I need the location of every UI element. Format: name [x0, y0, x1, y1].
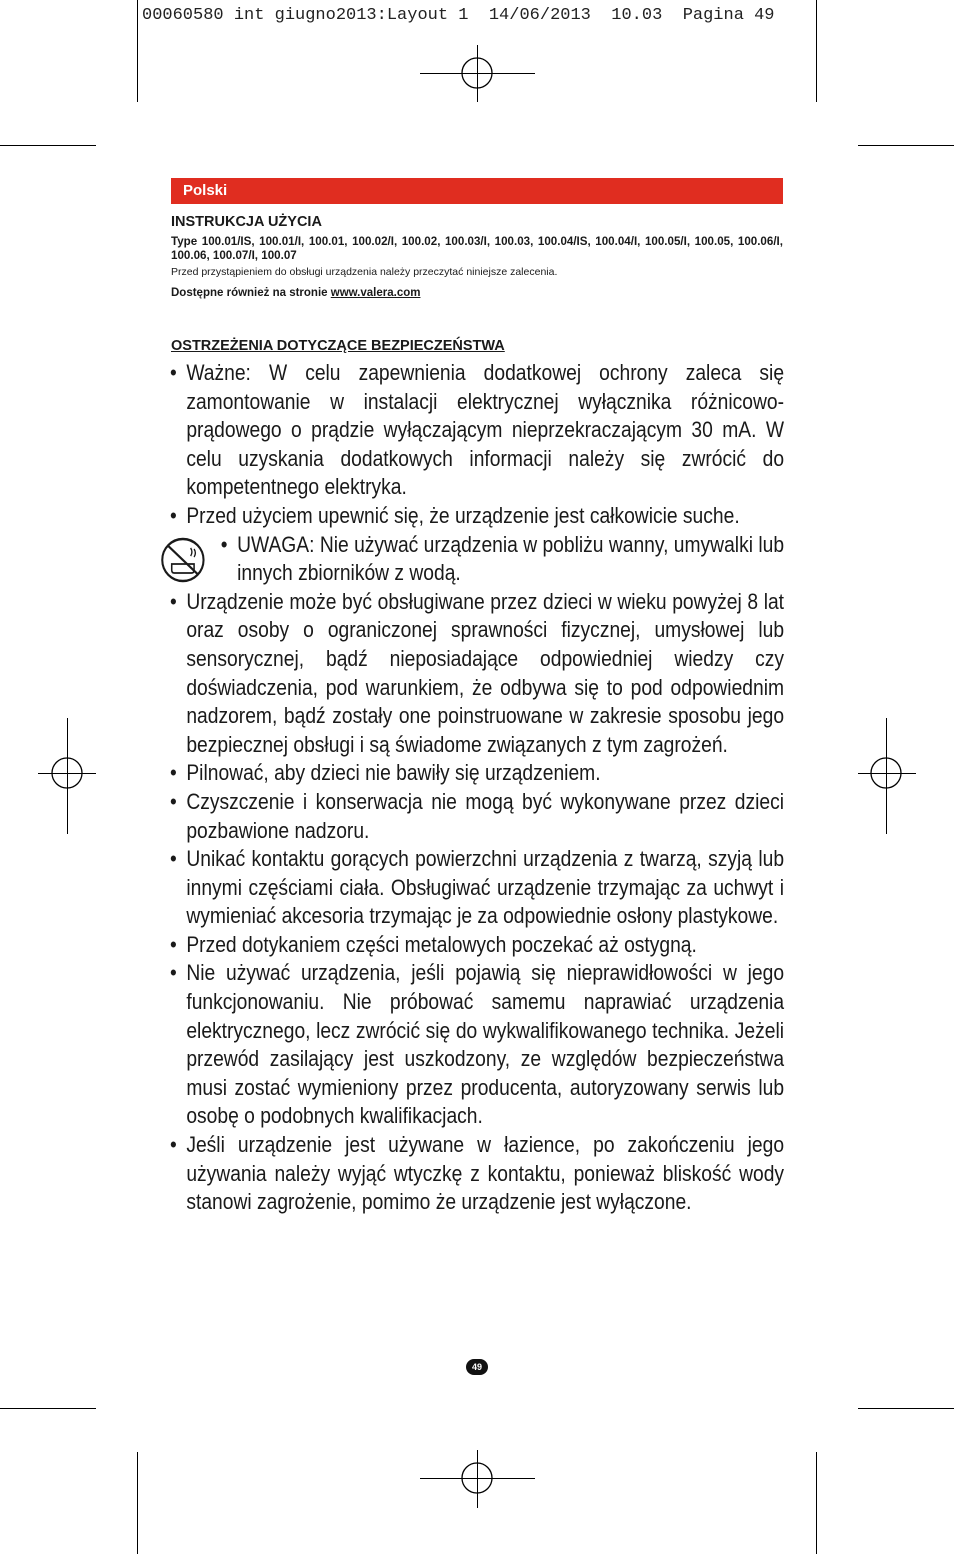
list-item: • Pilnować, aby dzieci nie bawiły się urządzeniem. — [170, 759, 784, 788]
list-item: • Nie używać urządzenia, jeśli pojawią się nieprawidłowości w jego funkcjonowaniu. Nie próbować samemu naprawiać urządzenia elektrycznego, lecz zwrócić się do wykwalifikowanego technika. Jeżeli przewód zasilający jest uszkodzony, ze względów bezpieczeństwa musi zostać wymieniony przez producenta, autoryzowany serwis lub osobę o podobnych kwalifikacjach. — [170, 959, 784, 1131]
safety-list — [170, 359, 784, 1217]
crop-mark — [816, 1452, 817, 1554]
list-item-warning — [170, 531, 784, 588]
crop-mark — [0, 145, 96, 146]
crop-mark — [858, 1408, 954, 1409]
no-bathtub-icon — [160, 536, 206, 584]
list-item: • Urządzenie może być obsługiwane przez dzieci w wieku powyżej 8 lat oraz osoby o ograniczonej sprawności fizycznej, umysłowej lub sensorycznej, bądź nieposiadające odpowiedniej wiedzy czy doświadczenia, pod warunkiem, że odbywa się to pod odpowiednim nadzorem, bądź zostały one poinstruowane w zakresie sposobu jego bezpiecznej obsługi i są świadome związanych z tym zagrożeń. — [170, 588, 784, 760]
list-item: • Przed dotykaniem części metalowych poczekać aż ostygną. — [170, 931, 784, 960]
list-item: • Ważne: W celu zapewnienia dodatkowej ochrony zaleca się zamontowanie w instalacji elektrycznej wyłącznika różnicowo-prądowego o prądzie wyłączającym nieprzekraczającym 30 mA. W celu uzyskania dodatkowych informacji należy się zwrócić do kompetentnego elektryka. — [170, 359, 784, 502]
availability-prefix: Dostępne również na stronie — [171, 287, 328, 299]
page-number: 49 — [466, 1359, 488, 1375]
registration-mark-top — [454, 50, 500, 96]
print-slug: 00060580 int giugno2013:Layout 1 14/06/2013 10.03 Pagina 49 — [142, 6, 775, 25]
model-types: Type 100.01/IS, 100.01/I, 100.01, 100.02/I, 100.02, 100.03/I, 100.03, 100.04/IS, 100.04/I, 100.05/I, 100.05, 100.06/I, 100.06, 100.07/I, 100.07 — [171, 235, 783, 262]
website-link[interactable]: www.valera.com — [330, 287, 421, 299]
list-item: • Czyszczenie i konserwacja nie mogą być wykonywane przez dzieci pozbawione nadzoru. — [170, 788, 784, 845]
registration-mark-left — [44, 750, 90, 796]
registration-mark-right — [863, 750, 909, 796]
crop-mark — [137, 0, 138, 102]
crop-mark — [858, 145, 954, 146]
list-item: • Jeśli urządzenie jest używane w łazience, po zakończeniu jego używania należy wyjąć wtyczkę z kontaktu, ponieważ bliskość wody stanowi zagrożenie, pomimo że urządzenie jest wyłączone. — [170, 1131, 784, 1217]
section-title: OSTRZEŻENIA DOTYCZĄCE BEZPIECZEŃSTWA — [171, 338, 505, 354]
language-bar: Polski — [171, 178, 783, 204]
availability-line — [171, 287, 420, 299]
registration-mark-bottom — [454, 1455, 500, 1501]
warning-text: UWAGA: Nie używać urządzenia w pobliżu wanny, umywalki lub innych zbiorników z wodą. — [237, 531, 785, 586]
crop-mark — [0, 1408, 96, 1409]
instructions-title: INSTRUKCJA UŻYCIA — [171, 214, 322, 230]
list-item: • Unikać kontaktu gorących powierzchni urządzenia z twarzą, szyją lub innymi częściami ciała. Obsługiwać urządzenie trzymając za uchwyt i wymieniać akcesoria trzymając je za odpowiednie osłony plastykowe. — [170, 845, 784, 931]
read-notice: Przed przystąpieniem do obsługi urządzenia należy przeczytać niniejsze zalecenia. — [171, 266, 558, 278]
crop-mark — [137, 1452, 138, 1554]
crop-mark — [816, 0, 817, 102]
list-item: • Przed użyciem upewnić się, że urządzenie jest całkowicie suche. — [170, 502, 784, 531]
